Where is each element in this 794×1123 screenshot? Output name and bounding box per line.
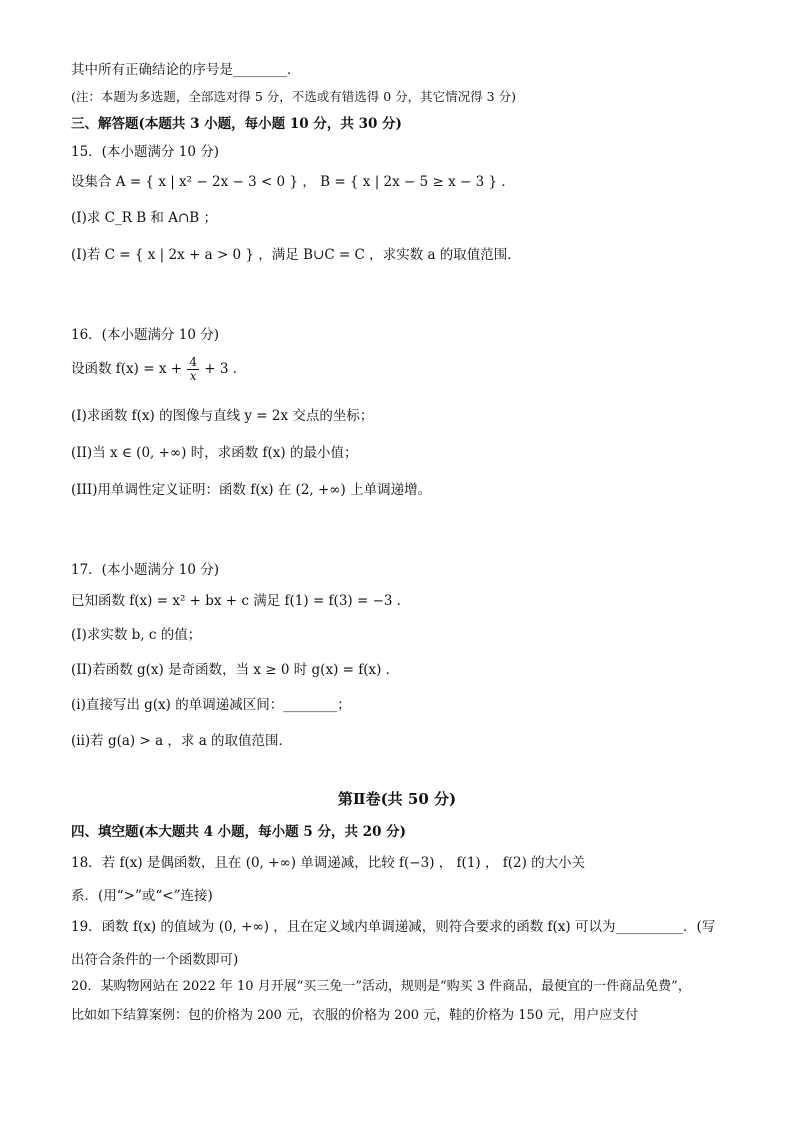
q15-part-2: (I)若 C = { x | 2x + a > 0 } ，满足 B∪C = C ，求实数 a 的取值范围． [71, 247, 521, 263]
volume-2-title: 第Ⅱ卷(共 50 分) [337, 790, 457, 808]
q16-part-3: (III)用单调性定义证明：函数 f(x) 在 (2, +∞) 上单调递增。 [71, 482, 432, 498]
q17-function: 已知函数 f(x) = x² + bx + c 满足 f(1) = f(3) = −3 ． [71, 593, 411, 609]
q18-line-1: 18．若 f(x) 是偶函数，且在 (0, +∞) 单调递减，比较 f(−3) ， f(1) ， f(2) 的大小关 [71, 855, 586, 871]
q15-part-1: (I)求 C_R B 和 A∩B ； [71, 210, 217, 226]
q17-part-1: (I)求实数 b, c 的值； [71, 627, 202, 643]
q19-line-2: 出符合条件的一个函数即可) [71, 952, 239, 968]
q17-part-2-ii: (ii)若 g(a) > a ，求 a 的取值范围． [71, 733, 293, 749]
q16-part-1: (I)求函数 f(x) 的图像与直线 y = 2x 交点的坐标； [71, 408, 374, 424]
q17-part-2: (II)若函数 g(x) 是奇函数，当 x ≥ 0 时 g(x) = f(x) ． [71, 662, 400, 678]
q16-function-tail: + 3 ． [204, 361, 247, 377]
q18-line-2: 系．(用“>”或“<”连接) [71, 888, 213, 904]
q16-part-2: (II)当 x ∈ (0, +∞) 时，求函数 f(x) 的最小值； [71, 445, 358, 461]
q16-fraction-numerator: 4 [189, 355, 197, 369]
q15-sets: 设集合 A = { x | x² − 2x − 3 < 0 } ， B = { x | 2x − 5 ≥ x − 3 } ． [71, 174, 515, 190]
section-4-heading: 四、填空题(本大题共 4 小题，每小题 5 分，共 20 分) [71, 824, 407, 840]
section-3-heading: 三、解答题(本题共 3 小题，每小题 10 分，共 30 分) [71, 116, 402, 132]
q16-fraction-denominator: x [189, 369, 197, 383]
q14-answer-line: 其中所有正确结论的序号是________． [71, 62, 301, 78]
q16-fraction [187, 356, 199, 383]
q17-part-2-i: (i)直接写出 g(x) 的单调递减区间：________； [71, 697, 351, 713]
q16-header: 16．(本小题满分 10 分) [71, 327, 219, 343]
q15-header: 15．(本小题满分 10 分) [71, 144, 219, 160]
q16-function [71, 356, 246, 383]
q19-line-1: 19．函数 f(x) 的值域为 (0, +∞) ，且在定义域内单调递减，则符合要求的函数 f(x) 可以为__________．(写 [71, 919, 716, 935]
q14-note: (注：本题为多选题，全部选对得 5 分，不选或有错选得 0 分，其它情况得 3 分) [71, 89, 516, 104]
q20-line-2: 比如如下结算案例：包的价格为 200 元，衣服的价格为 200 元，鞋的价格为 150 元，用户应支付 [71, 1008, 639, 1023]
q16-function-lead: 设函数 f(x) = x + [71, 361, 183, 377]
q17-header: 17．(本小题满分 10 分) [71, 562, 219, 578]
q20-line-1: 20．某购物网站在 2022 年 10 月开展“买三免一”活动，规则是“购买 3 件商品，最便宜的一件商品免费”， [71, 979, 691, 994]
